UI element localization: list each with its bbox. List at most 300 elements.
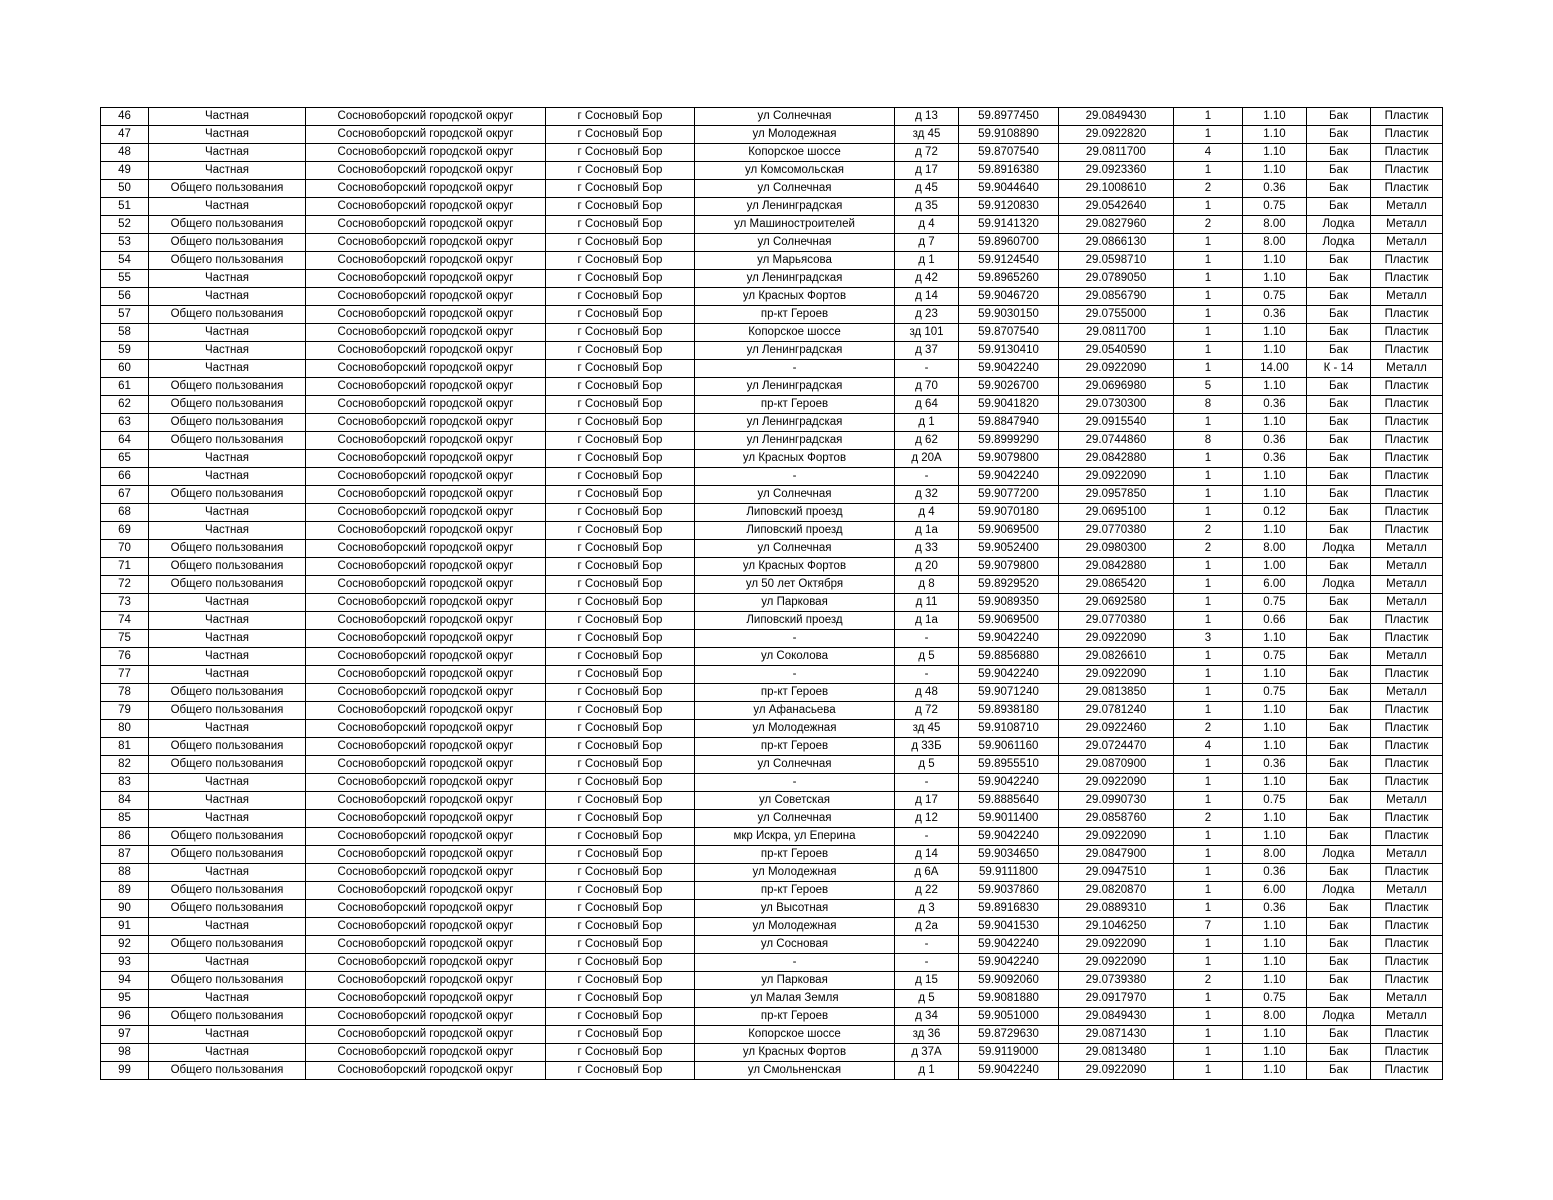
city-cell: г Сосновый Бор <box>546 612 695 630</box>
container-type-cell: Бак <box>1307 990 1371 1008</box>
container-type-cell: Бак <box>1307 450 1371 468</box>
volume-cell: 1.10 <box>1243 486 1307 504</box>
ownership-cell: Частная <box>149 648 306 666</box>
latitude-cell: 59.8960700 <box>959 234 1059 252</box>
building-cell: зд 36 <box>895 1026 959 1044</box>
city-cell: г Сосновый Бор <box>546 792 695 810</box>
volume-cell: 0.75 <box>1243 648 1307 666</box>
container-type-cell: Бак <box>1307 810 1371 828</box>
district-cell: Сосновоборский городской округ <box>306 396 546 414</box>
volume-cell: 0.36 <box>1243 756 1307 774</box>
ownership-cell: Частная <box>149 774 306 792</box>
longitude-cell: 29.0730300 <box>1059 396 1174 414</box>
street-cell: ул Красных Фортов <box>695 450 895 468</box>
row-number-cell: 68 <box>101 504 149 522</box>
building-cell: д 8 <box>895 576 959 594</box>
row-number-cell: 99 <box>101 1062 149 1080</box>
container-count-cell: 1 <box>1174 900 1243 918</box>
container-count-cell: 1 <box>1174 756 1243 774</box>
material-cell: Пластик <box>1371 1026 1443 1044</box>
container-type-cell: Бак <box>1307 486 1371 504</box>
ownership-cell: Частная <box>149 1044 306 1062</box>
material-cell: Металл <box>1371 234 1443 252</box>
table-row <box>101 864 1443 882</box>
longitude-cell: 29.0922820 <box>1059 126 1174 144</box>
district-cell: Сосновоборский городской округ <box>306 864 546 882</box>
material-cell: Пластик <box>1371 900 1443 918</box>
volume-cell: 8.00 <box>1243 234 1307 252</box>
longitude-cell: 29.0856790 <box>1059 288 1174 306</box>
container-type-cell: Бак <box>1307 684 1371 702</box>
row-number-cell: 78 <box>101 684 149 702</box>
street-cell: ул Красных Фортов <box>695 1044 895 1062</box>
volume-cell: 1.10 <box>1243 738 1307 756</box>
latitude-cell: 59.8916830 <box>959 900 1059 918</box>
latitude-cell: 59.9108710 <box>959 720 1059 738</box>
material-cell: Пластик <box>1371 504 1443 522</box>
building-cell: д 45 <box>895 180 959 198</box>
ownership-cell: Общего пользования <box>149 216 306 234</box>
longitude-cell: 29.0847900 <box>1059 846 1174 864</box>
latitude-cell: 59.8707540 <box>959 324 1059 342</box>
district-cell: Сосновоборский городской округ <box>306 1062 546 1080</box>
row-number-cell: 86 <box>101 828 149 846</box>
longitude-cell: 29.0922090 <box>1059 630 1174 648</box>
building-cell: д 1 <box>895 252 959 270</box>
city-cell: г Сосновый Бор <box>546 180 695 198</box>
material-cell: Пластик <box>1371 702 1443 720</box>
district-cell: Сосновоборский городской округ <box>306 360 546 378</box>
ownership-cell: Частная <box>149 918 306 936</box>
material-cell: Пластик <box>1371 378 1443 396</box>
building-cell: - <box>895 774 959 792</box>
street-cell: ул Советская <box>695 792 895 810</box>
district-cell: Сосновоборский городской округ <box>306 774 546 792</box>
building-cell: д 1 <box>895 414 959 432</box>
city-cell: г Сосновый Бор <box>546 450 695 468</box>
table-row <box>101 702 1443 720</box>
container-type-cell: Бак <box>1307 612 1371 630</box>
building-cell: - <box>895 666 959 684</box>
district-cell: Сосновоборский городской округ <box>306 126 546 144</box>
city-cell: г Сосновый Бор <box>546 306 695 324</box>
container-count-cell: 1 <box>1174 270 1243 288</box>
container-count-cell: 1 <box>1174 414 1243 432</box>
container-count-cell: 1 <box>1174 1044 1243 1062</box>
district-cell: Сосновоборский городской округ <box>306 108 546 126</box>
city-cell: г Сосновый Бор <box>546 360 695 378</box>
latitude-cell: 59.9041530 <box>959 918 1059 936</box>
material-cell: Пластик <box>1371 828 1443 846</box>
district-cell: Сосновоборский городской округ <box>306 900 546 918</box>
city-cell: г Сосновый Бор <box>546 954 695 972</box>
ownership-cell: Общего пользования <box>149 486 306 504</box>
building-cell: д 1а <box>895 612 959 630</box>
street-cell: ул Парковая <box>695 594 895 612</box>
volume-cell: 1.10 <box>1243 810 1307 828</box>
material-cell: Пластик <box>1371 936 1443 954</box>
city-cell: г Сосновый Бор <box>546 252 695 270</box>
volume-cell: 1.10 <box>1243 936 1307 954</box>
row-number-cell: 53 <box>101 234 149 252</box>
container-count-cell: 1 <box>1174 558 1243 576</box>
material-cell: Пластик <box>1371 180 1443 198</box>
latitude-cell: 59.9042240 <box>959 468 1059 486</box>
volume-cell: 1.10 <box>1243 378 1307 396</box>
latitude-cell: 59.9042240 <box>959 954 1059 972</box>
street-cell: ул Ленинградская <box>695 342 895 360</box>
latitude-cell: 59.8929520 <box>959 576 1059 594</box>
building-cell: д 37 <box>895 342 959 360</box>
city-cell: г Сосновый Бор <box>546 1026 695 1044</box>
longitude-cell: 29.0696980 <box>1059 378 1174 396</box>
building-cell: д 15 <box>895 972 959 990</box>
district-cell: Сосновоборский городской округ <box>306 522 546 540</box>
district-cell: Сосновоборский городской округ <box>306 882 546 900</box>
street-cell: ул Красных Фортов <box>695 288 895 306</box>
building-cell: д 4 <box>895 216 959 234</box>
container-type-cell: Бак <box>1307 288 1371 306</box>
district-cell: Сосновоборский городской округ <box>306 648 546 666</box>
district-cell: Сосновоборский городской округ <box>306 216 546 234</box>
table-row <box>101 1026 1443 1044</box>
container-type-cell: Бак <box>1307 630 1371 648</box>
district-cell: Сосновоборский городской округ <box>306 720 546 738</box>
latitude-cell: 59.9141320 <box>959 216 1059 234</box>
material-cell: Пластик <box>1371 162 1443 180</box>
building-cell: д 20А <box>895 450 959 468</box>
container-type-cell: Бак <box>1307 558 1371 576</box>
city-cell: г Сосновый Бор <box>546 900 695 918</box>
container-count-cell: 1 <box>1174 882 1243 900</box>
latitude-cell: 59.9079800 <box>959 450 1059 468</box>
container-count-cell: 1 <box>1174 450 1243 468</box>
latitude-cell: 59.9042240 <box>959 1062 1059 1080</box>
container-count-cell: 1 <box>1174 612 1243 630</box>
building-cell: д 34 <box>895 1008 959 1026</box>
volume-cell: 0.75 <box>1243 198 1307 216</box>
material-cell: Металл <box>1371 360 1443 378</box>
street-cell: Липовский проезд <box>695 504 895 522</box>
latitude-cell: 59.8856880 <box>959 648 1059 666</box>
container-count-cell: 1 <box>1174 684 1243 702</box>
ownership-cell: Общего пользования <box>149 540 306 558</box>
district-cell: Сосновоборский городской округ <box>306 738 546 756</box>
material-cell: Металл <box>1371 288 1443 306</box>
city-cell: г Сосновый Бор <box>546 108 695 126</box>
latitude-cell: 59.8707540 <box>959 144 1059 162</box>
building-cell: д 20 <box>895 558 959 576</box>
row-number-cell: 82 <box>101 756 149 774</box>
latitude-cell: 59.8885640 <box>959 792 1059 810</box>
table-row <box>101 1044 1443 1062</box>
district-cell: Сосновоборский городской округ <box>306 198 546 216</box>
street-cell: пр-кт Героев <box>695 882 895 900</box>
volume-cell: 1.10 <box>1243 666 1307 684</box>
city-cell: г Сосновый Бор <box>546 144 695 162</box>
longitude-cell: 29.0842880 <box>1059 558 1174 576</box>
street-cell: - <box>695 666 895 684</box>
volume-cell: 0.36 <box>1243 180 1307 198</box>
container-count-cell: 1 <box>1174 360 1243 378</box>
table-row <box>101 1062 1443 1080</box>
longitude-cell: 29.0922090 <box>1059 666 1174 684</box>
table-row <box>101 936 1443 954</box>
longitude-cell: 29.0739380 <box>1059 972 1174 990</box>
latitude-cell: 59.9011400 <box>959 810 1059 828</box>
ownership-cell: Частная <box>149 126 306 144</box>
container-type-cell: Бак <box>1307 720 1371 738</box>
street-cell: ул Ленинградская <box>695 432 895 450</box>
container-type-cell: Бак <box>1307 432 1371 450</box>
ownership-cell: Частная <box>149 162 306 180</box>
volume-cell: 0.75 <box>1243 288 1307 306</box>
latitude-cell: 59.8729630 <box>959 1026 1059 1044</box>
district-cell: Сосновоборский городской округ <box>306 792 546 810</box>
longitude-cell: 29.0842880 <box>1059 450 1174 468</box>
district-cell: Сосновоборский городской округ <box>306 936 546 954</box>
table-row <box>101 648 1443 666</box>
latitude-cell: 59.9124540 <box>959 252 1059 270</box>
longitude-cell: 29.0540590 <box>1059 342 1174 360</box>
ownership-cell: Общего пользования <box>149 756 306 774</box>
table-row <box>101 684 1443 702</box>
longitude-cell: 29.0789050 <box>1059 270 1174 288</box>
ownership-cell: Частная <box>149 666 306 684</box>
district-cell: Сосновоборский городской округ <box>306 306 546 324</box>
container-type-cell: Бак <box>1307 864 1371 882</box>
latitude-cell: 59.9042240 <box>959 828 1059 846</box>
ownership-cell: Частная <box>149 450 306 468</box>
city-cell: г Сосновый Бор <box>546 864 695 882</box>
container-type-cell: Бак <box>1307 756 1371 774</box>
container-type-cell: Бак <box>1307 306 1371 324</box>
container-type-cell: Бак <box>1307 1044 1371 1062</box>
container-count-cell: 1 <box>1174 864 1243 882</box>
material-cell: Пластик <box>1371 306 1443 324</box>
container-count-cell: 1 <box>1174 162 1243 180</box>
container-type-cell: Бак <box>1307 396 1371 414</box>
container-count-cell: 2 <box>1174 216 1243 234</box>
latitude-cell: 59.8999290 <box>959 432 1059 450</box>
longitude-cell: 29.0813850 <box>1059 684 1174 702</box>
street-cell: мкр Искра, ул Еперина <box>695 828 895 846</box>
street-cell: пр-кт Героев <box>695 738 895 756</box>
table-row <box>101 774 1443 792</box>
container-count-cell: 2 <box>1174 540 1243 558</box>
latitude-cell: 59.9061160 <box>959 738 1059 756</box>
ownership-cell: Общего пользования <box>149 1008 306 1026</box>
row-number-cell: 75 <box>101 630 149 648</box>
material-cell: Пластик <box>1371 954 1443 972</box>
latitude-cell: 59.9052400 <box>959 540 1059 558</box>
table-row <box>101 738 1443 756</box>
ownership-cell: Частная <box>149 342 306 360</box>
material-cell: Металл <box>1371 882 1443 900</box>
material-cell: Пластик <box>1371 666 1443 684</box>
volume-cell: 6.00 <box>1243 576 1307 594</box>
city-cell: г Сосновый Бор <box>546 1062 695 1080</box>
table-row <box>101 180 1443 198</box>
table-row <box>101 126 1443 144</box>
container-count-cell: 1 <box>1174 486 1243 504</box>
street-cell: Липовский проезд <box>695 612 895 630</box>
district-cell: Сосновоборский городской округ <box>306 918 546 936</box>
table-row <box>101 558 1443 576</box>
volume-cell: 1.10 <box>1243 468 1307 486</box>
latitude-cell: 59.9120830 <box>959 198 1059 216</box>
latitude-cell: 59.9079800 <box>959 558 1059 576</box>
city-cell: г Сосновый Бор <box>546 288 695 306</box>
latitude-cell: 59.9037860 <box>959 882 1059 900</box>
latitude-cell: 59.8955510 <box>959 756 1059 774</box>
volume-cell: 14.00 <box>1243 360 1307 378</box>
city-cell: г Сосновый Бор <box>546 720 695 738</box>
latitude-cell: 59.9119000 <box>959 1044 1059 1062</box>
ownership-cell: Частная <box>149 522 306 540</box>
street-cell: ул Парковая <box>695 972 895 990</box>
district-cell: Сосновоборский городской округ <box>306 450 546 468</box>
table-row <box>101 468 1443 486</box>
district-cell: Сосновоборский городской округ <box>306 702 546 720</box>
ownership-cell: Частная <box>149 630 306 648</box>
material-cell: Пластик <box>1371 972 1443 990</box>
row-number-cell: 63 <box>101 414 149 432</box>
container-count-cell: 1 <box>1174 792 1243 810</box>
container-type-cell: Бак <box>1307 468 1371 486</box>
district-cell: Сосновоборский городской округ <box>306 846 546 864</box>
ownership-cell: Частная <box>149 288 306 306</box>
row-number-cell: 97 <box>101 1026 149 1044</box>
longitude-cell: 29.0770380 <box>1059 522 1174 540</box>
row-number-cell: 51 <box>101 198 149 216</box>
ownership-cell: Частная <box>149 270 306 288</box>
container-type-cell: Бак <box>1307 522 1371 540</box>
district-cell: Сосновоборский городской округ <box>306 180 546 198</box>
volume-cell: 1.10 <box>1243 918 1307 936</box>
row-number-cell: 70 <box>101 540 149 558</box>
container-type-cell: К - 14 <box>1307 360 1371 378</box>
container-type-cell: Бак <box>1307 594 1371 612</box>
ownership-cell: Частная <box>149 594 306 612</box>
district-cell: Сосновоборский городской округ <box>306 666 546 684</box>
district-cell: Сосновоборский городской округ <box>306 1026 546 1044</box>
city-cell: г Сосновый Бор <box>546 540 695 558</box>
district-cell: Сосновоборский городской округ <box>306 162 546 180</box>
building-cell: д 70 <box>895 378 959 396</box>
row-number-cell: 60 <box>101 360 149 378</box>
latitude-cell: 59.8965260 <box>959 270 1059 288</box>
ownership-cell: Общего пользования <box>149 414 306 432</box>
ownership-cell: Общего пользования <box>149 576 306 594</box>
container-count-cell: 4 <box>1174 738 1243 756</box>
container-type-cell: Бак <box>1307 252 1371 270</box>
longitude-cell: 29.0820870 <box>1059 882 1174 900</box>
ownership-cell: Частная <box>149 720 306 738</box>
ownership-cell: Общего пользования <box>149 234 306 252</box>
street-cell: ул Красных Фортов <box>695 558 895 576</box>
container-type-cell: Бак <box>1307 144 1371 162</box>
container-type-cell: Бак <box>1307 1062 1371 1080</box>
container-type-cell: Бак <box>1307 108 1371 126</box>
longitude-cell: 29.0770380 <box>1059 612 1174 630</box>
material-cell: Пластик <box>1371 612 1443 630</box>
container-type-cell: Бак <box>1307 324 1371 342</box>
volume-cell: 0.36 <box>1243 396 1307 414</box>
longitude-cell: 29.0990730 <box>1059 792 1174 810</box>
volume-cell: 1.10 <box>1243 1044 1307 1062</box>
material-cell: Пластик <box>1371 738 1443 756</box>
longitude-cell: 29.0724470 <box>1059 738 1174 756</box>
container-count-cell: 2 <box>1174 972 1243 990</box>
row-number-cell: 48 <box>101 144 149 162</box>
container-count-cell: 3 <box>1174 630 1243 648</box>
city-cell: г Сосновый Бор <box>546 198 695 216</box>
building-cell: д 4 <box>895 504 959 522</box>
longitude-cell: 29.0957850 <box>1059 486 1174 504</box>
container-count-cell: 1 <box>1174 126 1243 144</box>
material-cell: Металл <box>1371 540 1443 558</box>
table-row <box>101 432 1443 450</box>
street-cell: ул Ленинградская <box>695 414 895 432</box>
latitude-cell: 59.8938180 <box>959 702 1059 720</box>
material-cell: Металл <box>1371 990 1443 1008</box>
longitude-cell: 29.0922090 <box>1059 1062 1174 1080</box>
street-cell: Копорское шоссе <box>695 144 895 162</box>
latitude-cell: 59.9042240 <box>959 936 1059 954</box>
container-count-cell: 2 <box>1174 720 1243 738</box>
material-cell: Металл <box>1371 684 1443 702</box>
district-cell: Сосновоборский городской округ <box>306 342 546 360</box>
city-cell: г Сосновый Бор <box>546 342 695 360</box>
container-count-cell: 1 <box>1174 324 1243 342</box>
container-count-cell: 1 <box>1174 1008 1243 1026</box>
container-count-cell: 1 <box>1174 504 1243 522</box>
latitude-cell: 59.9070180 <box>959 504 1059 522</box>
material-cell: Пластик <box>1371 486 1443 504</box>
building-cell: д 33Б <box>895 738 959 756</box>
building-cell: д 2а <box>895 918 959 936</box>
material-cell: Пластик <box>1371 918 1443 936</box>
volume-cell: 0.75 <box>1243 594 1307 612</box>
city-cell: г Сосновый Бор <box>546 594 695 612</box>
city-cell: г Сосновый Бор <box>546 396 695 414</box>
volume-cell: 0.75 <box>1243 684 1307 702</box>
street-cell: ул Сосновая <box>695 936 895 954</box>
row-number-cell: 94 <box>101 972 149 990</box>
material-cell: Металл <box>1371 216 1443 234</box>
container-type-cell: Лодка <box>1307 540 1371 558</box>
city-cell: г Сосновый Бор <box>546 270 695 288</box>
city-cell: г Сосновый Бор <box>546 972 695 990</box>
volume-cell: 1.10 <box>1243 414 1307 432</box>
container-type-cell: Лодка <box>1307 882 1371 900</box>
container-count-cell: 1 <box>1174 648 1243 666</box>
city-cell: г Сосновый Бор <box>546 576 695 594</box>
building-cell: д 72 <box>895 144 959 162</box>
ownership-cell: Общего пользования <box>149 432 306 450</box>
longitude-cell: 29.0922460 <box>1059 720 1174 738</box>
row-number-cell: 54 <box>101 252 149 270</box>
container-type-cell: Бак <box>1307 1026 1371 1044</box>
material-cell: Пластик <box>1371 270 1443 288</box>
longitude-cell: 29.0922090 <box>1059 360 1174 378</box>
building-cell: д 5 <box>895 990 959 1008</box>
volume-cell: 0.36 <box>1243 306 1307 324</box>
material-cell: Пластик <box>1371 522 1443 540</box>
row-number-cell: 84 <box>101 792 149 810</box>
longitude-cell: 29.0598710 <box>1059 252 1174 270</box>
